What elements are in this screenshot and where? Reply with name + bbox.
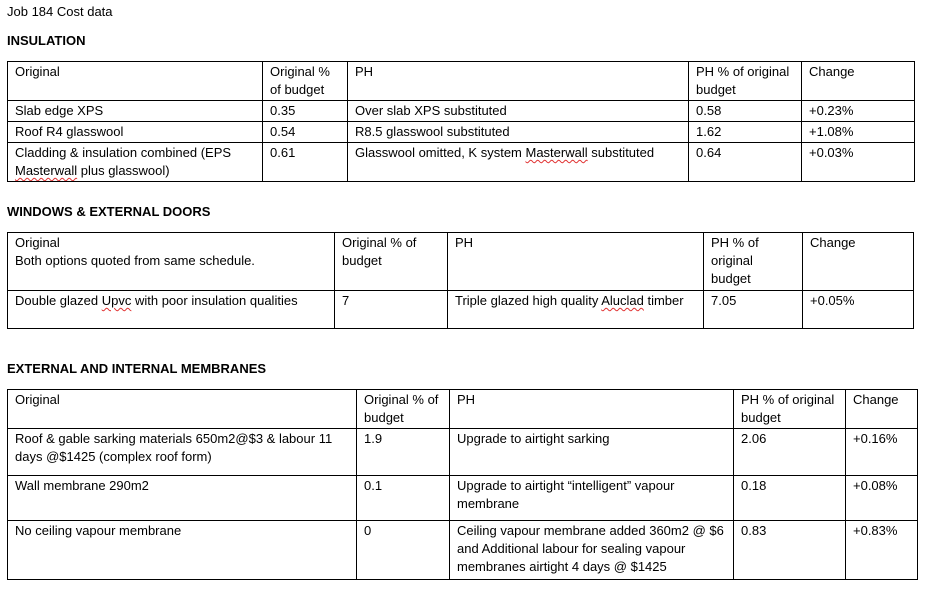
table-cell: Double glazed Upvc with poor insulation qualities: [8, 291, 335, 329]
table-cell: 0.61: [263, 143, 348, 182]
table-row: [8, 122, 915, 143]
table-cell: Glasswool omitted, K system Masterwall substituted: [348, 143, 689, 182]
header-cell: PH: [450, 390, 734, 429]
table-cell: R8.5 glasswool substituted: [348, 122, 689, 143]
table-cell: 7.05: [704, 291, 803, 329]
table-cell: Slab edge XPS: [8, 101, 263, 122]
table-cell: +1.08%: [802, 122, 915, 143]
table-cell: Upgrade to airtight sarking: [450, 429, 734, 476]
table-row: [8, 101, 915, 122]
header-cell: Original: [8, 62, 263, 101]
table-cell: 0.35: [263, 101, 348, 122]
table-cell: Roof R4 glasswool: [8, 122, 263, 143]
table-cell: +0.08%: [846, 476, 918, 521]
table-row: [8, 429, 918, 476]
table-cell: Ceiling vapour membrane added 360m2 @ $6 and Additional labour for sealing vapour membranes airtight 4 days @ $1425: [450, 521, 734, 580]
header-cell: [8, 233, 335, 291]
table-header-row: [8, 390, 918, 429]
table-cell: 1.62: [689, 122, 802, 143]
insulation-table: [7, 61, 915, 182]
table-cell: Over slab XPS substituted: [348, 101, 689, 122]
table-row: [8, 291, 914, 329]
header-cell: Change: [846, 390, 918, 429]
table-cell: +0.05%: [803, 291, 914, 329]
header-cell: Original: [8, 390, 357, 429]
header-cell: Change: [803, 233, 914, 291]
table-cell: 0: [357, 521, 450, 580]
table-cell: 0.64: [689, 143, 802, 182]
table-header-row: [8, 62, 915, 101]
table-cell: 1.9: [357, 429, 450, 476]
table-cell: 0.83: [734, 521, 846, 580]
table-cell: 0.18: [734, 476, 846, 521]
table-cell: +0.16%: [846, 429, 918, 476]
header-cell: Original % of budget: [335, 233, 448, 291]
header-cell: PH % of original budget: [689, 62, 802, 101]
table-cell: No ceiling vapour membrane: [8, 521, 357, 580]
document-title: Job 184 Cost data: [7, 4, 113, 19]
windows-heading: WINDOWS & EXTERNAL DOORS: [7, 204, 211, 219]
table-cell: 0.54: [263, 122, 348, 143]
table-cell: +0.83%: [846, 521, 918, 580]
header-cell: PH % of original budget: [704, 233, 803, 291]
table-row: [8, 476, 918, 521]
windows-table: [7, 232, 914, 329]
header-cell: Original % of budget: [357, 390, 450, 429]
membranes-heading: EXTERNAL AND INTERNAL MEMBRANES: [7, 361, 267, 376]
insulation-heading: INSULATION: [7, 33, 86, 48]
table-cell: Upgrade to airtight “intelligent” vapour membrane: [450, 476, 734, 521]
schedule-note: Both options quoted from same schedule.: [15, 253, 255, 268]
table-cell: Roof & gable sarking materials 650m2@$3 & labour 11 days @$1425 (complex roof form): [8, 429, 357, 476]
table-cell: Cladding & insulation combined (EPS Masterwall plus glasswool): [8, 143, 263, 182]
header-cell: PH: [348, 62, 689, 101]
table-cell: 7: [335, 291, 448, 329]
table-cell: 2.06: [734, 429, 846, 476]
table-cell: 0.1: [357, 476, 450, 521]
table-cell: Wall membrane 290m2: [8, 476, 357, 521]
table-cell: +0.23%: [802, 101, 915, 122]
header-cell: PH: [448, 233, 704, 291]
table-row: [8, 143, 915, 182]
table-header-row: [8, 233, 914, 291]
header-cell: PH % of original budget: [734, 390, 846, 429]
table-cell: 0.58: [689, 101, 802, 122]
header-cell: Change: [802, 62, 915, 101]
table-cell: +0.03%: [802, 143, 915, 182]
original-header-label: Original: [15, 235, 60, 250]
membranes-table: [7, 389, 918, 580]
header-cell: Original % of budget: [263, 62, 348, 101]
table-cell: Triple glazed high quality Aluclad timber: [448, 291, 704, 329]
table-row: [8, 521, 918, 580]
